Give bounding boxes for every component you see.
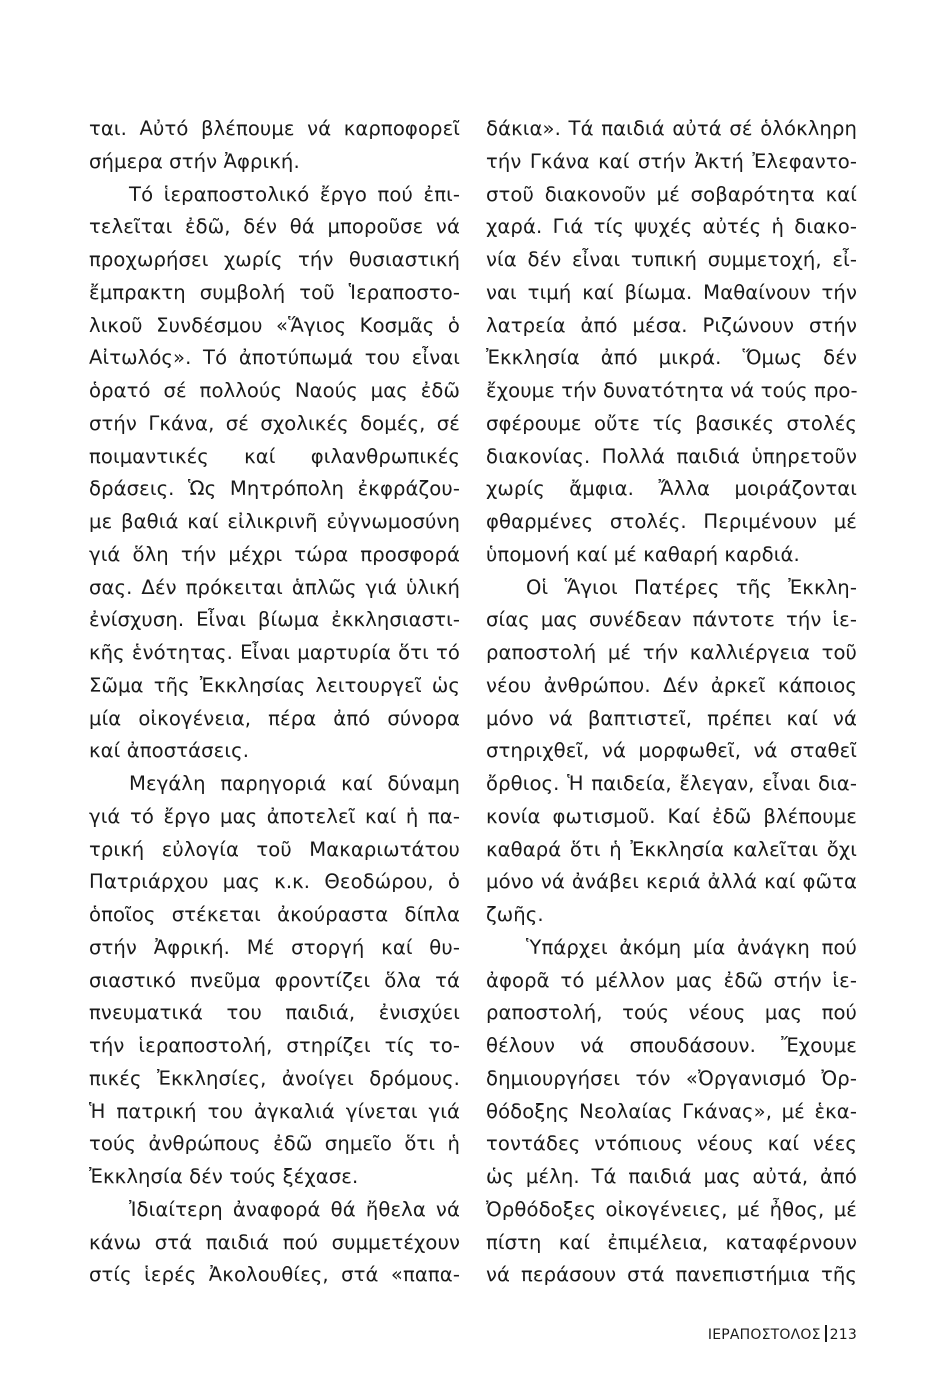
text-line: σήμερα στήν Ἀφρική. xyxy=(89,149,300,173)
text-line: θέλουν νά σπουδάσουν. Ἔχουμε xyxy=(486,1034,857,1057)
text-line: Ὑπάρχει ἀκόμη μία ἀνάγκη πού xyxy=(526,935,857,959)
text-line: Ἰδιαίτερη ἀναφορά θά ἤθελα νά xyxy=(129,1197,460,1221)
text-line: τήν Γκάνα καί στήν Ἀκτή Ἐλεφαντο- xyxy=(486,149,857,173)
text-line: Πατριάρχου μας κ.κ. Θεοδώρου, ὁ xyxy=(89,870,460,894)
text-line: νά περάσουν στά πανεπιστήμια τῆς xyxy=(486,1263,857,1287)
text-line: ἀφορᾶ τό μέλλον μας ἐδῶ στήν ἱε- xyxy=(486,968,857,992)
text-line: διακονίας. Πολλά παιδιά ὑπηρετοῦν xyxy=(486,444,857,468)
text-line: στήν Γκάνα, σέ σχολικές δομές, σέ xyxy=(89,411,460,435)
page-footer xyxy=(708,1325,857,1343)
text-line: ὄρθιος. Ἡ παιδεία, ἔλεγαν, εἶναι δια- xyxy=(486,772,857,795)
text-line: σας. Δέν πρόκειται ἁπλῶς γιά ὑλική xyxy=(89,575,460,599)
text-line: σίας μας συνέδεαν πάντοτε τήν ἱε- xyxy=(486,608,857,632)
text-line: ὁρατό σέ πολλούς Ναούς μας ἐδῶ xyxy=(89,379,460,402)
text-line: χαρά. Γιά τίς ψυχές αὐτές ἡ διακο- xyxy=(486,215,857,239)
text-line: μόνο νά ἀνάβει κεριά ἀλλά καί φῶτα xyxy=(486,870,857,894)
text-line: κῆς ἑνότητας. Εἶναι μαρτυρία ὅτι τό xyxy=(89,641,460,664)
text-line: δάκια». Τά παιδιά αὐτά σέ ὁλόκληρη xyxy=(486,117,857,140)
text-line: στοῦ διακονοῦν μέ σοβαρότητα καί xyxy=(486,182,857,206)
text-line: στηριχθεῖ, νά μορφωθεῖ, νά σταθεῖ xyxy=(486,739,857,763)
text-line: φθαρμένες στολές. Περιμένουν μέ xyxy=(486,510,857,533)
text-line: σφέρουμε οὔτε τίς βασικές στολές xyxy=(486,411,857,435)
footer-separator xyxy=(825,1325,827,1342)
publication-title: ΙΕΡΑΠΟΣΤΟΛΟΣ xyxy=(707,1327,821,1343)
text-line: Σῶμα τῆς Ἐκκλησίας λειτουργεῖ ὡς xyxy=(89,673,460,697)
text-line: τοντάδες ντόπιους νέους καί νέες xyxy=(486,1132,857,1156)
text-line: τελεῖται ἐδῶ, δέν θά μποροῦσε νά xyxy=(89,215,460,239)
text-line: στίς ἱερές Ἀκολουθίες, στά «παπα- xyxy=(89,1263,460,1287)
text-line: μόνο νά βαπτιστεῖ, πρέπει καί νά xyxy=(486,706,857,730)
text-line: Ἐκκλησία ἀπό μικρά. Ὅμως δέν xyxy=(486,346,857,370)
text-line: Μεγάλη παρηγοριά καί δύναμη xyxy=(129,772,460,795)
text-line: Οἱ Ἅγιοι Πατέρες τῆς Ἐκκλη- xyxy=(526,575,857,599)
text-line: νία δέν εἶναι τυπική συμμετοχή, εἶ- xyxy=(486,248,857,271)
text-line: δράσεις. Ὡς Μητρόπολη ἐκφράζου- xyxy=(89,477,460,501)
text-line: ἔχουμε τήν δυνατότητα νά τούς προ- xyxy=(486,379,858,402)
text-line: ἐνίσχυση. Εἶναι βίωμα ἐκκλησιαστι- xyxy=(89,608,460,632)
text-line: καθαρά ὅτι ἡ Ἐκκλησία καλεῖται ὄχι xyxy=(486,837,857,861)
text-line: τήν ἱεραποστολή, στηρίζει τίς το- xyxy=(89,1034,460,1057)
text-line: ἔμπρακτη συμβολή τοῦ Ἱεραποστο- xyxy=(89,280,460,304)
text-line: στήν Ἀφρική. Μέ στοργή καί θυ- xyxy=(89,935,460,959)
text-line: θόδοξης Νεολαίας Γκάνας», μέ ἑκα- xyxy=(486,1099,857,1123)
text-line: προχωρήσει χωρίς τήν θυσιαστική xyxy=(89,248,460,271)
text-line: Ὀρθόδοξες οἰκογένειες, μέ ἦθος, μέ xyxy=(486,1197,857,1221)
left-text-column xyxy=(89,113,460,1292)
text-line: σιαστικό πνεῦμα φροντίζει ὅλα τά xyxy=(89,968,460,992)
text-line: δημιουργήσει τόν «Ὀργανισμό Ὀρ- xyxy=(486,1066,857,1090)
text-line: ραποστολή μέ τήν καλλιέργεια τοῦ xyxy=(486,641,857,664)
text-line: ραποστολή, τούς νέους μας πού xyxy=(486,1001,857,1025)
text-line: Τό ἱεραποστολικό ἔργο πού ἐπι- xyxy=(129,182,460,206)
text-line: Αἰτωλός». Τό ἀποτύπωμά του εἶναι xyxy=(89,346,460,370)
text-line: ναι τιμή καί βίωμα. Μαθαίνουν τήν xyxy=(486,280,857,304)
text-line: Ἐκκλησία δέν τούς ξέχασε. xyxy=(89,1165,359,1188)
text-line: πνευματικά του παιδιά, ἐνισχύει xyxy=(89,1001,460,1025)
text-line: πίστη καί ἐπιμέλεια, καταφέρνουν xyxy=(486,1230,857,1254)
text-line: κονία φωτισμοῦ. Καί ἐδῶ βλέπουμε xyxy=(486,804,857,828)
page-number: 213 xyxy=(829,1327,857,1343)
text-line: ποιμαντικές καί φιλανθρωπικές xyxy=(89,444,460,468)
text-line: γιά τό ἔργο μας ἀποτελεῖ καί ἡ πα- xyxy=(89,804,460,828)
text-line: πικές Ἐκκλησίες, ἀνοίγει δρόμους. xyxy=(89,1066,460,1090)
text-line: κάνω στά παιδιά πού συμμετέχουν xyxy=(89,1230,460,1254)
text-line: καί ἀποστάσεις. xyxy=(89,739,250,763)
text-line: νέου ἀνθρώπου. Δέν ἀρκεῖ κάποιος xyxy=(486,673,857,697)
text-line: ζωῆς. xyxy=(486,903,544,926)
text-line: τρική εὐλογία τοῦ Μακαριωτάτου xyxy=(89,837,460,861)
text-line: τούς ἀνθρώπους ἐδῶ σημεῖο ὅτι ἡ xyxy=(89,1132,460,1156)
text-line: χωρίς ἄμφια. Ἄλλα μοιράζονται xyxy=(486,477,857,501)
text-line: ὡς μέλη. Τά παιδιά μας αὐτά, ἀπό xyxy=(486,1165,857,1188)
text-line: μία οἰκογένεια, πέρα ἀπό σύνορα xyxy=(89,706,460,730)
text-line: Ἡ πατρική του ἀγκαλιά γίνεται γιά xyxy=(89,1099,460,1123)
text-line: γιά ὅλη τήν μέχρι τώρα προσφορά xyxy=(89,542,460,566)
text-line: με βαθιά καί εἰλικρινῆ εὐγνωμοσύνη xyxy=(89,510,460,533)
text-line: ὁποῖος στέκεται ἀκούραστα δίπλα xyxy=(89,903,460,926)
right-text-column xyxy=(486,113,857,1292)
text-line: ται. Αὐτό βλέπουμε νά καρποφορεῖ xyxy=(89,117,460,140)
text-line: λικοῦ Συνδέσμου «Ἅγιος Κοσμᾶς ὁ xyxy=(89,313,460,337)
text-line: ὑπομονή καί μέ καθαρή καρδιά. xyxy=(486,542,800,566)
text-line: λατρεία ἀπό μέσα. Ριζώνουν στήν xyxy=(486,313,857,337)
